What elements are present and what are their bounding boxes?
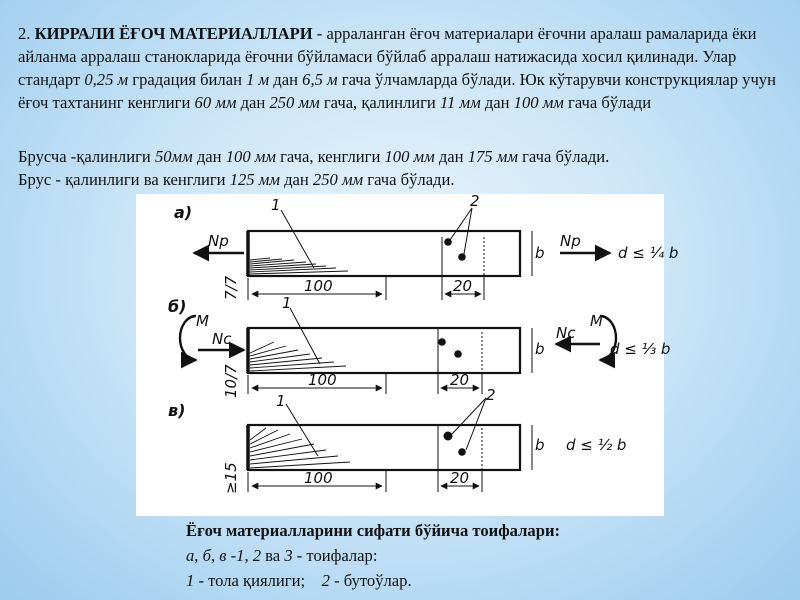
text-fragment: - тоифалар: (292, 546, 378, 565)
force-label-left-a: Np (208, 232, 229, 250)
grain-hatch-a (250, 258, 348, 274)
moment-label-left-b: M (196, 312, 209, 330)
text-fragment: дан (480, 93, 514, 112)
knot-v-2 (458, 448, 466, 456)
leader-1-a (281, 210, 314, 268)
leader-2a-a (450, 208, 472, 240)
text-fragment: в (219, 546, 227, 565)
panel-v (168, 386, 626, 494)
width-mark-a: b (535, 244, 545, 262)
text-fragment: - арраланган ёғоч материалари ёғочни аралаш рамаларида ёки айланма арралаш станокларида ёғочни бўйламаси бўйлаб арралаш натижасида хосил қилинади. Улар стандарт (18, 24, 757, 89)
value-fragment: 175 мм (467, 147, 518, 166)
text-fragment: а (186, 546, 195, 565)
force-label-left-b: Nc (212, 330, 232, 348)
value-fragment: 250 мм (269, 93, 320, 112)
text-fragment: - бутоўлар. (329, 571, 412, 590)
label-2-a: 2 (470, 192, 480, 210)
caption-title: Ёғоч материалларини сифати бўйича тоифалари: (186, 521, 561, 540)
text-fragment: гача бўлади. (363, 170, 455, 189)
text-fragment: гача бўлади. (517, 147, 610, 166)
leader-1-b (290, 308, 320, 364)
value-fragment: 250 мм (312, 170, 364, 189)
board-outline-v (248, 425, 520, 470)
text-fragment: б (202, 546, 211, 565)
text-fragment: , (244, 546, 253, 565)
paragraph-brusca (18, 145, 788, 168)
text-fragment: Брусча -қалинлиги (18, 147, 155, 166)
leader-2a-v (452, 398, 486, 434)
label-1-v: 1 (276, 392, 286, 410)
text-fragment: гача ўлчамларда бўлади. Юк кўтарувчи конструкциялар учун ёғоч тахтанинг кенглиги (18, 70, 776, 112)
knot-b-2 (454, 350, 462, 358)
value-fragment: 60 мм (194, 93, 237, 112)
text-fragment: ва (261, 546, 285, 565)
caption-line-grades (186, 543, 746, 568)
text-fragment: дан (269, 70, 303, 89)
grain-hatch-b (250, 342, 346, 371)
panel-letter-v: в) (168, 401, 186, 420)
paragraph-brus (18, 168, 788, 191)
value-fragment: 100 мм (225, 147, 276, 166)
dim-100-v: 100 (304, 469, 333, 487)
text-fragment: , (210, 546, 220, 565)
knot-v-1 (444, 432, 453, 441)
value-fragment: 100 мм (513, 93, 564, 112)
panel-b (168, 294, 670, 398)
dim-20-v: 20 (450, 469, 470, 487)
board-outline-b (248, 328, 520, 373)
section-number: 2. (18, 24, 31, 43)
width-mark-v: b (535, 436, 545, 454)
panel-letter-b: б) (168, 297, 187, 316)
value-fragment: 50мм (154, 147, 193, 166)
dim-20-a: 20 (453, 277, 473, 295)
value-fragment: 0,25 м (84, 70, 129, 89)
text-fragment: 3 (284, 546, 293, 565)
dim-20-b: 20 (450, 371, 470, 389)
moment-arc-left-b (180, 316, 196, 360)
text-fragment: гача, қалинлиги (319, 93, 440, 112)
side-dim-v: ≥15 (222, 462, 240, 494)
dim-100-b: 100 (308, 371, 337, 389)
value-fragment: 1 м (246, 70, 270, 89)
text-fragment: дан (192, 147, 226, 166)
text-fragment: 1 (186, 571, 195, 590)
criterion-v: d ≤ ½ b (566, 436, 627, 454)
moment-label-right-b: M (590, 312, 603, 330)
text-fragment: Брус - қалинлиги ва кенглиги (18, 170, 230, 189)
text-fragment: гача, кенглиги (275, 147, 385, 166)
knot-a-2 (458, 253, 466, 261)
value-fragment: 125 мм (229, 170, 280, 189)
text-fragment: 2 (321, 571, 330, 590)
force-label-right-a: Np (560, 232, 581, 250)
text-fragment: градация билан (128, 70, 247, 89)
text-fragment: - тола қиялиги; (194, 571, 322, 590)
text-fragment: 1 (236, 546, 245, 565)
side-dim-b: 10/7 (222, 364, 240, 398)
label-2-v: 2 (486, 386, 496, 404)
caption-line-legend (186, 568, 746, 593)
board-outline-a (248, 231, 520, 276)
knot-b-1 (438, 338, 446, 346)
text-fragment: , (194, 546, 203, 565)
value-fragment: 11 мм (439, 93, 481, 112)
label-1-a: 1 (271, 196, 281, 214)
text-fragment: гача бўлади (563, 93, 652, 112)
text-fragment: - (226, 546, 237, 565)
width-mark-b: b (535, 340, 545, 358)
grain-hatch-v (250, 428, 350, 468)
criterion-b: d ≤ ⅓ b (610, 340, 671, 358)
text-fragment: дан (236, 93, 270, 112)
timber-grade-diagram (136, 192, 679, 516)
term-lumber: КИРРАЛИ ЁҒОЧ МАТЕРИАЛЛАРИ (34, 24, 313, 43)
panel-a (174, 192, 678, 300)
label-1-b: 1 (282, 294, 292, 312)
dim-100-a: 100 (304, 277, 333, 295)
force-label-right-b: Nc (556, 324, 576, 342)
text-fragment: 2 (252, 546, 262, 565)
value-fragment: 100 мм (384, 147, 435, 166)
panel-letter-a: а) (174, 203, 193, 222)
text-fragment: дан (279, 170, 313, 189)
criterion-a: d ≤ ¼ b (618, 244, 679, 262)
text-fragment: дан (434, 147, 468, 166)
value-fragment: 6,5 м (302, 70, 338, 89)
side-dim-a: 7/7 (222, 275, 240, 300)
paragraph-lumber-definition (18, 22, 788, 114)
